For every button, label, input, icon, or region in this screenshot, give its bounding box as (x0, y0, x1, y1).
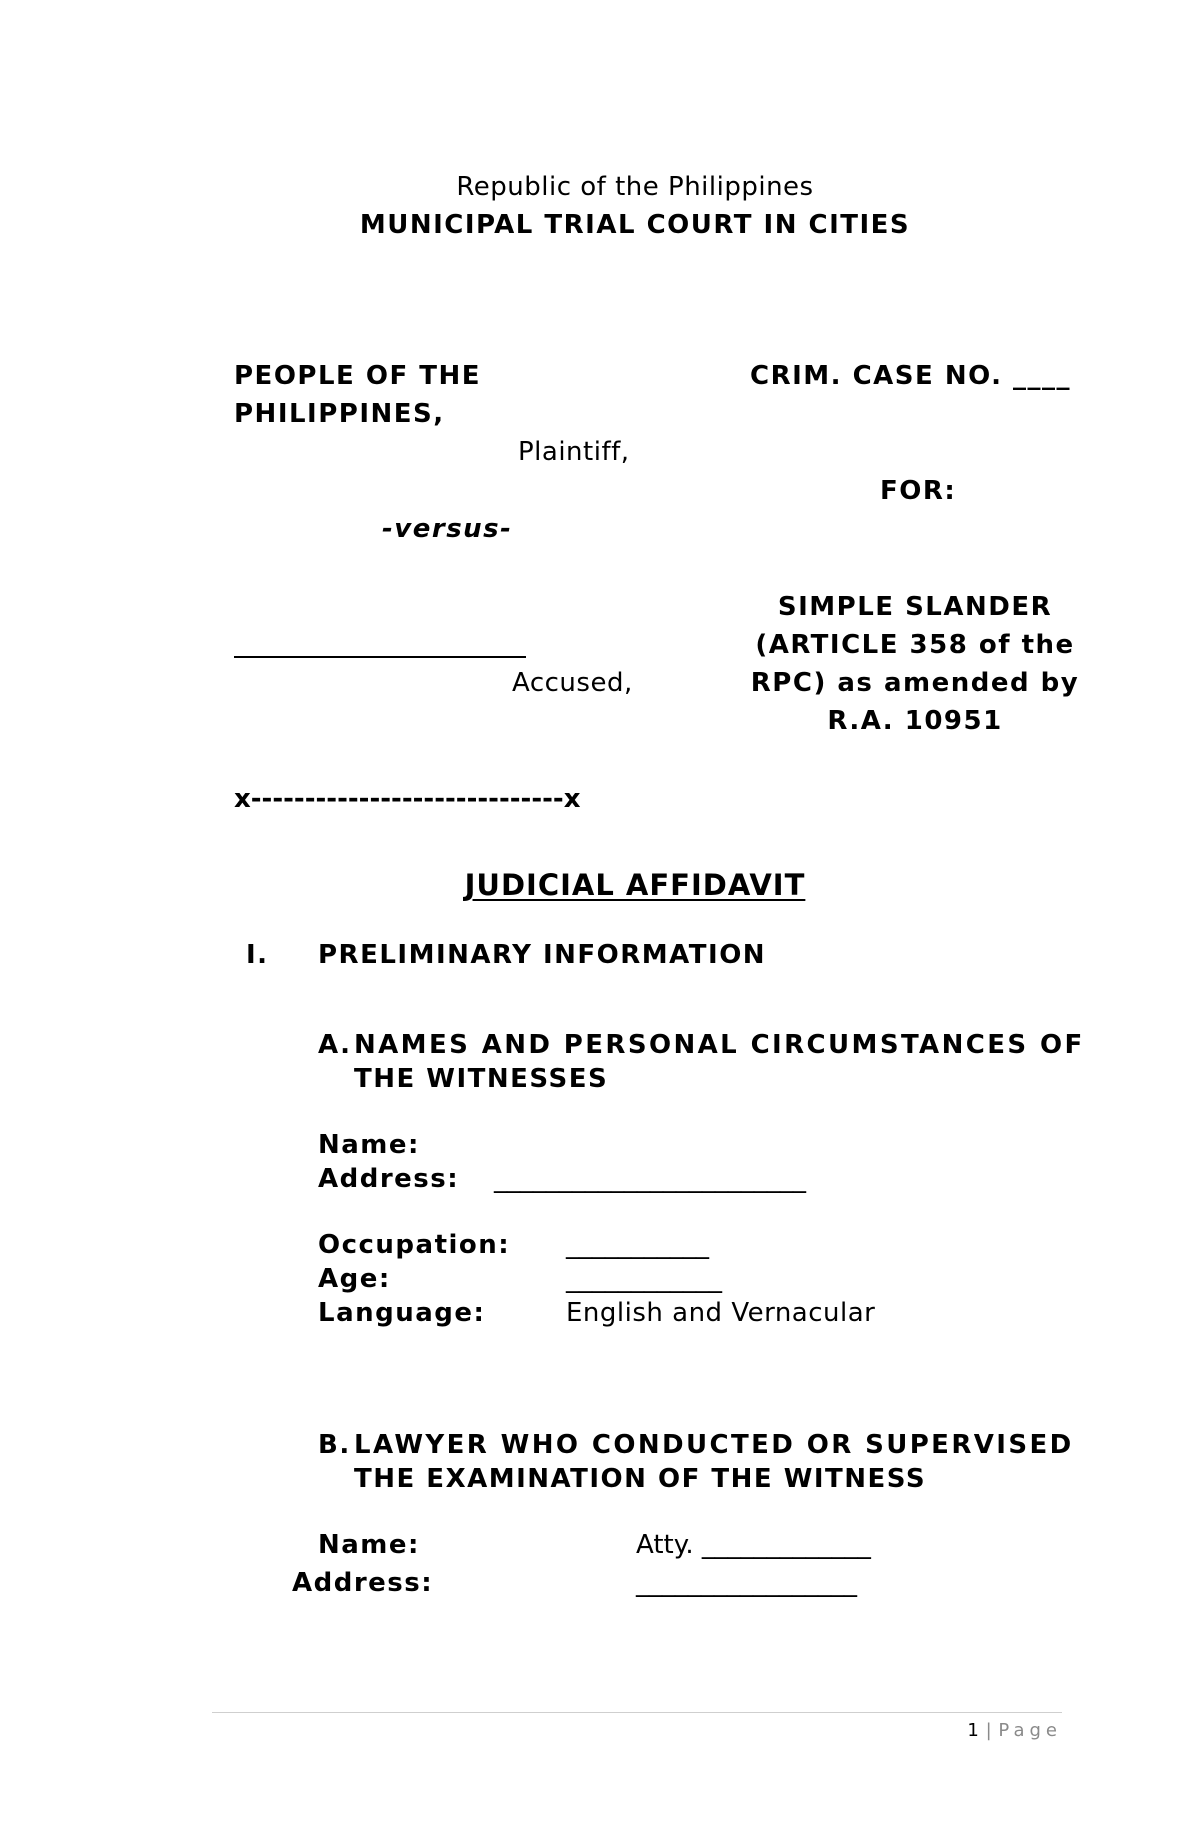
document-title: JUDICIAL AFFIDAVIT (464, 868, 806, 902)
subsection-b-heading-line1: LAWYER WHO CONDUCTED OR SUPERVISED (354, 1430, 1074, 1460)
witness-address-label: Address: (318, 1164, 460, 1194)
subsection-a-letter: A. (318, 1030, 352, 1060)
plaintiff-label: Plaintiff, (518, 437, 630, 467)
subsection-b-letter: B. (318, 1430, 351, 1460)
subsection-a-heading-line1: NAMES AND PERSONAL CIRCUMSTANCES OF (354, 1030, 1085, 1060)
footer-rule (212, 1712, 1062, 1713)
accused-label: Accused, (512, 668, 633, 698)
witness-age-label: Age: (318, 1264, 391, 1294)
lawyer-name-value: Atty. _____________ (636, 1530, 871, 1560)
subsection-a-heading-line2: THE WITNESSES (354, 1064, 609, 1094)
offense-line3: RPC) as amended by (750, 668, 1080, 698)
subsection-b-heading-line2: THE EXAMINATION OF THE WITNESS (354, 1464, 927, 1494)
witness-age-value: ____________ (566, 1264, 722, 1294)
page-number: 1 (967, 1720, 980, 1741)
offense-line1: SIMPLE SLANDER (777, 592, 1053, 622)
case-number: CRIM. CASE NO. ____ (750, 361, 1072, 391)
footer-separator: | (985, 1720, 993, 1741)
lawyer-address-value: _________________ (636, 1568, 857, 1598)
offense-line2: (ARTICLE 358 of the (755, 630, 1075, 660)
versus-text: -versus- (382, 514, 513, 544)
republic-heading: Republic of the Philippines (456, 172, 814, 202)
offense-line4: R.A. 10951 (827, 706, 1003, 736)
lawyer-name-label: Name: (318, 1530, 420, 1560)
witness-occupation-value: ___________ (566, 1230, 709, 1260)
section-heading: PRELIMINARY INFORMATION (318, 940, 767, 970)
section-number: I. (246, 940, 269, 970)
page-word: Page (998, 1720, 1062, 1741)
witness-language-label: Language: (318, 1298, 486, 1328)
court-name: MUNICIPAL TRIAL COURT IN CITIES (359, 210, 911, 240)
plaintiff-name-line2: PHILIPPINES, (234, 399, 445, 429)
witness-name-label: Name: (318, 1130, 420, 1160)
plaintiff-name-line1: PEOPLE OF THE (234, 361, 482, 391)
page-footer (967, 1720, 1062, 1741)
witness-language-value: English and Vernacular (566, 1298, 876, 1328)
witness-occupation-label: Occupation: (318, 1230, 511, 1260)
caption-separator: x-----------------------------x (234, 784, 581, 814)
accused-name-blank (234, 656, 526, 658)
witness-address-value: ________________________ (494, 1164, 806, 1194)
for-label: FOR: (880, 476, 957, 506)
lawyer-address-label: Address: (292, 1568, 434, 1598)
